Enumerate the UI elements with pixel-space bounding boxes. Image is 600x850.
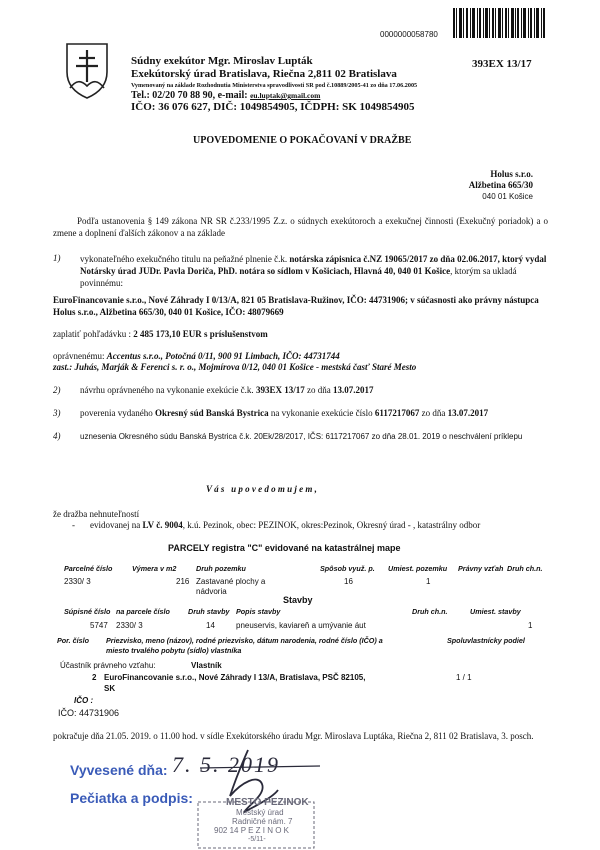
- buildings-header-desc: Popis stavby: [236, 607, 281, 616]
- creditor-prefix: oprávnenému:: [53, 351, 107, 361]
- company-ids: IČO: 36 076 627, DIČ: 1049854905, IČDPH: SK 1049854905: [131, 101, 415, 113]
- document-title: UPOVEDOMENIE O POKAČOVANÍ V DRAŽBE: [193, 135, 412, 146]
- creditor-name: Accentus s.r.o., Potočná 0/11, 900 91 Limbach, IČO: 44731744: [106, 351, 340, 361]
- building-number: 5747: [90, 621, 108, 630]
- relation-value: Vlastník: [191, 661, 222, 670]
- posted-date-handwritten: 7. 5. 2019: [172, 752, 280, 777]
- posted-label: Vyvesené dňa:: [70, 762, 168, 778]
- coat-of-arms-icon: [64, 42, 110, 100]
- lv-number: LV č. 9004: [142, 520, 183, 530]
- owner-row-number: 2: [92, 673, 97, 682]
- item-2-text: [80, 385, 373, 395]
- item-1-text-a: vykonateľného exekučného titulu na peňažné plnenie č.k.: [80, 254, 290, 264]
- item-3-text: [80, 408, 488, 418]
- item-2-text-b: zo dňa: [304, 385, 333, 395]
- parcels-header-area: Výmera v m2: [132, 564, 177, 573]
- parcels-header-parcel: Parcelné číslo: [64, 564, 113, 573]
- stamp-line-5: -5/11-: [248, 836, 266, 843]
- buildings-header-kind: Druh stavby: [188, 607, 230, 616]
- office-address: Exekútorský úrad Bratislava, Riečna 2,811 02 Bratislava: [131, 68, 397, 80]
- buildings-header-type: Druh ch.n.: [412, 607, 448, 616]
- contact-email-link[interactable]: eu.luptak@gmail.com: [250, 91, 321, 100]
- parcels-header-kind: Druh pozemku: [196, 564, 246, 573]
- parcels-header-type: Druh ch.n.: [507, 564, 543, 573]
- addressee-name: Holus s.r.o.: [490, 169, 533, 179]
- buildings-header-location: Umiest. stavby: [470, 607, 521, 616]
- parcel-number: 2330/ 3: [64, 577, 91, 586]
- relation-label: Účastník právneho vzťahu:: [60, 661, 156, 670]
- lv-text-a: evidovanej na: [90, 520, 143, 530]
- lv-line: [90, 520, 480, 530]
- owner-row-name-continued: SK: [104, 684, 116, 693]
- continue-paragraph: pokračuje dňa 21.05. 2019. o 11.00 hod. v sídle Exekútorského úradu Mgr. Miroslava Luptáka, Riečna 2, 811 02 Bratislava, 3. posch.: [53, 731, 534, 741]
- item-3-number-value: 6117217067: [374, 408, 420, 418]
- owner-row-name: EuroFinancovanie s.r.o., Nové Záhrady I 13/A, Bratislava, PSČ 82105,: [104, 673, 366, 682]
- item-2-number: 2): [53, 385, 61, 395]
- parcels-header-location: Umiest. pozemku: [388, 564, 448, 573]
- item-2-text-a: návrhu oprávneného na vykonanie exekúcie č.k.: [80, 385, 256, 395]
- barcode-icon: [453, 8, 545, 38]
- parcel-area: 216: [176, 577, 190, 586]
- item-3-text-a: poverenia vydaného: [80, 408, 155, 418]
- parcel-kind-continued: nádvoria: [196, 587, 227, 596]
- owner-ico-label: IČO :: [74, 696, 94, 705]
- owner-ico-value: IČO: 44731906: [58, 708, 120, 718]
- document-number: 0000000058780: [380, 30, 438, 39]
- lv-dash: -: [72, 520, 75, 530]
- contact-line: [131, 90, 320, 101]
- parcel-use: 16: [344, 577, 353, 586]
- case-reference: 393EX 13/17: [472, 58, 532, 70]
- contact-phone: Tel.: 02/20 70 88 90, e-mail:: [131, 90, 251, 101]
- buildings-header-parcel: na parcele číslo: [116, 607, 170, 616]
- item-1-text-c: , ktorým sa ukladá povinnému:: [80, 266, 517, 288]
- executor-name: Súdny exekútor Mgr. Miroslav Lupták: [131, 55, 313, 67]
- parcels-header-use: Spôsob využ. p.: [320, 564, 375, 573]
- item-2-ref: 393EX 13/17: [255, 385, 305, 395]
- addressee-street: Alžbetina 665/30: [468, 180, 533, 190]
- stamp-line-1: MESTO PEZINOK: [226, 797, 309, 808]
- item-2-date: 13.07.2017: [332, 385, 374, 395]
- buildings-header-number: Súpisné číslo: [64, 607, 111, 616]
- parcels-header-relation: Právny vzťah: [458, 564, 504, 573]
- item-3-text-b: na vykonanie exekúcie číslo: [268, 408, 375, 418]
- payment-amount: 2 485 173,10 EUR s príslušenstvom: [133, 329, 268, 339]
- payment-line: [53, 329, 268, 339]
- item-3-court: Okresný súd Banská Bystrica: [154, 408, 269, 418]
- item-4-number: 4): [53, 431, 61, 441]
- owners-header-share: Spoluvlastnícky podiel: [447, 636, 525, 645]
- parcel-kind: Zastavané plochy a: [196, 577, 266, 586]
- building-parcel: 2330/ 3: [116, 621, 143, 630]
- stamp-label: Pečiatka a podpis:: [70, 790, 193, 806]
- owner-row-share: 1 / 1: [456, 673, 472, 682]
- owners-header-name: Priezvisko, meno (názov), rodné priezvisko, dátum narodenia, rodné číslo (IČO) a: [106, 636, 383, 645]
- intro-paragraph: Podľa ustanovenia § 149 zákona NR SR č.233/1995 Z.z. o súdnych exekútoroch a exekučnej činnosti (Exekučný poriadok) a o zmene a doplnení ďalších zákonov a na základe: [53, 216, 548, 238]
- owners-header-number: Por. číslo: [57, 636, 89, 645]
- owners-header-name-continued: miesto trvalého pobytu (sídlo) vlastníka: [106, 646, 242, 655]
- appointment-note: Vymenovaný na základe Rozhodnutia Ministerstva spravodlivosti SR pod č.10889/2005-41 zo dňa 17.06.2005: [131, 82, 418, 89]
- item-3-text-c: zo dňa: [419, 408, 448, 418]
- building-desc: pneuservis, kaviareň a umývanie áut: [236, 621, 366, 630]
- auction-line: že dražba nehnuteľností: [53, 509, 140, 519]
- stamp-line-3: Radničné nám. 7: [232, 817, 293, 826]
- debtor-paragraph: EuroFinancovanie s.r.o., Nové Záhrady I 0/13/A, 821 05 Bratislava-Ružinov, IČO: 44731906; v súčasnosti ako právny nástupca Holus s.r.o., Alžbetina 665/30, 040 01 Košice, IČO: 48079669: [53, 295, 539, 317]
- stamp-line-4: 902 14 P E Z I N O K: [214, 826, 289, 835]
- buildings-title: Stavby: [283, 595, 313, 605]
- item-1-title: notárska zápisnica č.NZ 19065/2017 zo dňa 02.06.2017, ktorý vydal Notársky úrad JUDr. Pavla Doriča, PhD. notára so sídlom v Košiciach, Hlavná 40, 040 01 Košice: [80, 254, 547, 276]
- building-location: 1: [528, 621, 533, 630]
- parcel-location: 1: [426, 577, 431, 586]
- parcels-title: PARCELY registra "C" evidované na katastrálnej mape: [168, 543, 401, 553]
- item-4-text: uznesenia Okresného súdu Banská Bystrica č.k. 20Ek/28/2017, IČS: 6117217067 zo dňa 28.01. 2019 o neschválení príklepu: [80, 432, 523, 441]
- creditor-line: [53, 351, 340, 361]
- item-3-number: 3): [53, 408, 61, 418]
- item-1-number: 1): [53, 253, 61, 263]
- addressee-city: 040 01 Košice: [482, 192, 533, 201]
- building-kind: 14: [206, 621, 215, 630]
- item-1-text: [80, 253, 550, 289]
- notification-heading: V á s u p o v e d o m u j e m ,: [206, 484, 317, 494]
- creditor-representative: zast.: Juhás, Marják & Ferenci s. r. o., Mojmírova 0/12, 040 01 Košice - mestská časť Staré Mesto: [53, 362, 417, 372]
- lv-text-b: , k.ú. Pezinok, obec: PEZINOK, okres:Pezinok, Okresný úrad - , katastrálny odbor: [182, 520, 481, 530]
- payment-prefix: zaplatiť pohľadávku :: [53, 329, 134, 339]
- item-3-date: 13.07.2017: [447, 408, 489, 418]
- stamp-line-2: Mestský úrad: [236, 808, 284, 817]
